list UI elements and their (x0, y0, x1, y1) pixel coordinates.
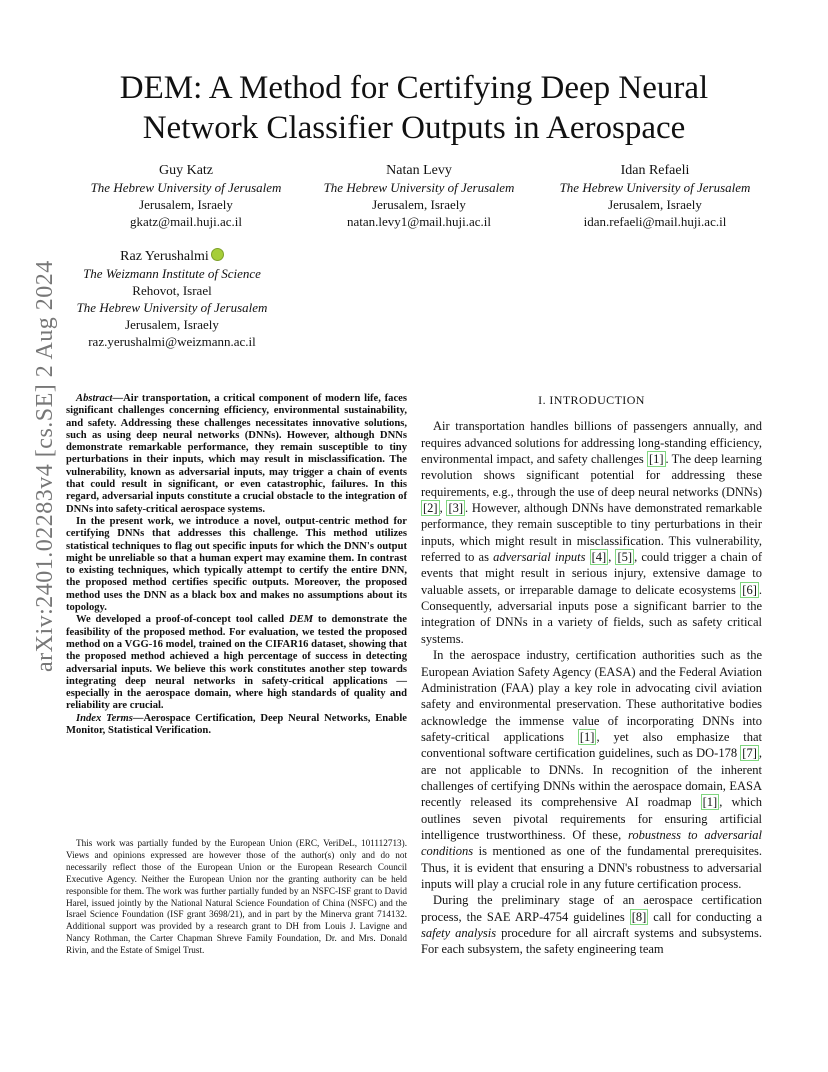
paper-title-line-1: DEM: A Method for Certifying Deep Neural (119, 70, 709, 106)
author-affiliation: The Hebrew University of Jerusalem (90, 180, 282, 195)
orcid-icon[interactable] (211, 248, 224, 261)
intro-paragraph-2: In the aerospace industry, certification authorities such as the European Aviation Safety Agency (EASA) and the Federal Aviation Administration (FAA) play a key role in advocating civil aviation safety and environmental preservation. These authoritative bodies acknowledge the immense value of incorporating DNNs into safety-critical applications [1] , yet also emphasize that conventional software certification guidelines, such as DO-178 [7] , are not applicable to DNNs. In recognition of the inherent challenges of certifying DNNs within the aerospace domain, EASA recently released its comprehensive AI roadmap [1] , which outlines seven pivotal requirements for ensuring artificial intelligence trustworthiness. Of these, robustness to adversarial conditions is mentioned as one of the fundamental prerequisites. Thus, it is evident that ensuring a DNN's robustness to adversarial inputs will play a crucial role in any future certification process. (421, 648, 763, 891)
author-affiliation: The Hebrew University of Jerusalem (559, 180, 751, 195)
author-name: Raz Yerushalmi (120, 249, 209, 264)
author-block-3 (535, 162, 775, 230)
citation-link[interactable]: [6] (742, 582, 757, 597)
funding-footnote: This work was partially funded by the European Union (ERC, VeriDeL, 101112713). Views and opinions expressed are however those of the author(s) only and do not necessarily reflect those of the European Union or the European Research Council Executive Agency. Neither the European Union nor the granting authority can be held responsible for them. The work was further partially funded by an NSFC-ISF grant to David Harel, issued jointly by the National Natural Science Foundation of China (NSFC) and the Israel Science Foundation (ISF grant 3698/21), and in part by the Minerva grant 714132. Additional support was provided by a research grant to DH from Louis J. Lavigne and Nancy Rothman, the Carter Chapman Shreve Family Foundation, Dr. and Mrs. Donald Rivin, and the Estate of Smigel Trust. (66, 838, 407, 956)
citation-link[interactable]: [3] (448, 501, 464, 516)
citation-link[interactable]: [1] (648, 452, 664, 467)
author-email: idan.refaeli@mail.huji.ac.il (583, 214, 727, 229)
index-terms: Index Terms—Aerospace Certification, Deep Neural Networks, Enable Monitor, Statistical Verification. (66, 712, 407, 737)
author-name: Guy Katz (158, 163, 214, 178)
abstract-paragraph-3: We developed a proof-of-concept tool called DEM to demonstrate the feasibility of the proposed method. For evaluation, we tested the proposed method on a VGG-16 model, trained on the CIFAR16 dataset, showing that the proposed method achieved a high percentage of success in detecting adversarial inputs. We believe this work constitutes another step towards integrating deep neural networks in safety-critical applications — especially in the aerospace domain, where high standards of quality and reliability are crucial. (66, 614, 407, 712)
citation-link[interactable]: [8] (631, 909, 647, 924)
citation-link[interactable]: [4] (591, 550, 607, 565)
author-location: Jerusalem, Israely (372, 197, 466, 212)
abstract-label: Abstract (76, 393, 113, 404)
citation-link[interactable]: [7] (742, 746, 757, 761)
author-block-2 (299, 162, 539, 230)
citation-link[interactable]: [1] (702, 795, 718, 810)
author-name: Idan Refaeli (620, 163, 690, 178)
author-affiliation-2: The Hebrew University of Jerusalem (76, 300, 268, 315)
citation-link[interactable]: [1] (579, 729, 595, 744)
author-block-4 (52, 248, 292, 350)
paper-title-line-2: Network Classifier Outputs in Aerospace (142, 110, 686, 146)
author-email: raz.yerushalmi@weizmann.ac.il (88, 334, 256, 349)
index-terms-label: Index Terms (76, 712, 133, 724)
author-location: Jerusalem, Israely (139, 197, 233, 212)
section-heading: I. INTRODUCTION (538, 393, 645, 407)
paper-title (0, 68, 828, 148)
author-name: Natan Levy (386, 163, 452, 178)
intro-paragraph-1: Air transportation handles billions of passengers annually, and requires advanced solutions for addressing long-standing efficiency, environmental impact, and safety challenges [1] . The deep learning revolution shows significant potential for addressing these requirements, e.g., through the use of deep neural networks (DNNs) [2] , [3] . However, although DNNs have demonstrated remarkable performance, they remain susceptible to tiny perturbations in their inputs, which might result in misclassification. This vulnerability, referred to as adversarial inputs [4] , [5] , could trigger a chain of events that might result in serious injury, extensive damage to valuable assets, or irreparable damage to delicate ecosystems [6] . Consequently, adversarial inputs pose a significant barrier to the integration of DNNs in a variety of fields, such as safety critical systems. (421, 419, 763, 646)
abstract (66, 393, 407, 737)
citation-link[interactable]: [2] (423, 501, 438, 516)
introduction-section (421, 392, 762, 958)
citation-link[interactable]: [5] (617, 550, 633, 565)
author-block-1 (66, 162, 306, 230)
author-location-2: Jerusalem, Israely (125, 317, 219, 332)
arxiv-identifier: arXiv:2401.02283v4 [cs.SE] 2 Aug 2024 (32, 260, 58, 672)
author-affiliation-1: The Weizmann Institute of Science (83, 266, 261, 281)
abstract-paragraph-1: Abstract—Air transportation, a critical component of modern life, faces significant challenges concerning efficiency, environmental sustainability, and safety. Addressing these challenges necessitates innovative solutions, such as using deep neural networks (DNNs). However, although DNNs demonstrate remarkable performance, they remain susceptible to tiny perturbations in their inputs, which may result in misclassification. The vulnerability, known as adversarial inputs, may trigger a chain of events that could result in significant, or even catastrophic, failures. In this regard, adversarial inputs constitute a crucial obstacle to the integration of DNNs into safety-critical aerospace systems. (66, 393, 407, 515)
intro-paragraph-3: During the preliminary stage of an aerospace certification process, the SAE ARP-4754 guidelines [8] call for conducting a safety analysis procedure for all aircraft systems and subsystems. For each subsystem, the safety engineering team (421, 893, 762, 957)
author-email: natan.levy1@mail.huji.ac.il (346, 214, 492, 229)
author-affiliation: The Hebrew University of Jerusalem (323, 180, 515, 195)
author-email: gkatz@mail.huji.ac.il (130, 214, 242, 229)
author-location-1: Rehovot, Israel (132, 283, 212, 298)
author-location: Jerusalem, Israely (608, 197, 702, 212)
abstract-paragraph-2: In the present work, we introduce a novel, output-centric method for certifying DNNs that addresses this challenge. This method utilizes statistical techniques to flag out specific inputs for which the DNN's output might be unreliable so that a human expert may examine them. In contrast to existing techniques, which typically attempt to certify the entire DNN, the proposed method certifies specific outputs. Moreover, the proposed method uses the DNN as a black box and makes no assumptions about its topology. (66, 515, 407, 614)
